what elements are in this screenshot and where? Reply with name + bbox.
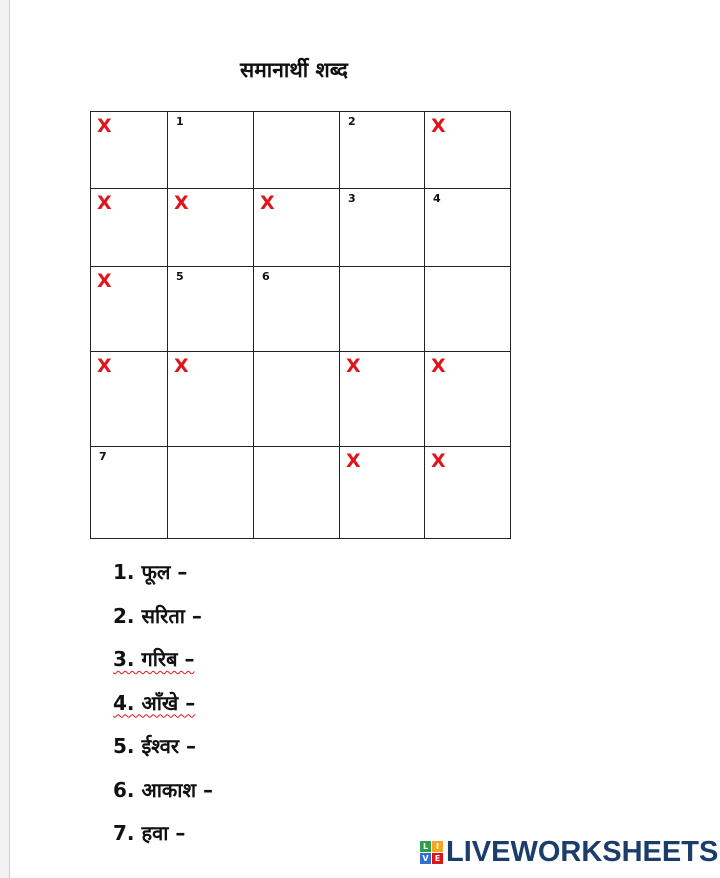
liveworksheets-logo-icon [420, 841, 443, 864]
grid-row [91, 112, 511, 189]
grid-row [91, 447, 511, 539]
blocked-cell [91, 189, 168, 267]
x-mark-icon: X [97, 270, 112, 292]
x-mark-icon: X [174, 192, 189, 214]
clue-item [113, 689, 279, 733]
blocked-cell [91, 352, 168, 447]
clue-label: 2. सरिता – [113, 603, 202, 628]
blocked-cell [91, 112, 168, 189]
clue-answer-blank[interactable] [208, 607, 268, 627]
blocked-cell [425, 112, 511, 189]
cell-number: 7 [99, 450, 107, 463]
worksheet-title: समानार्थी शब्द [240, 58, 348, 82]
clue-answer-blank[interactable] [219, 781, 279, 801]
answer-cell[interactable] [254, 447, 340, 539]
clue-answer-blank[interactable] [200, 651, 260, 671]
clue-label: 3. गरिब – [113, 647, 195, 671]
worksheet-page [9, 0, 720, 878]
x-mark-icon: X [346, 450, 361, 472]
clue-item [113, 558, 279, 602]
cell-number: 6 [262, 270, 270, 283]
blocked-cell [254, 189, 340, 267]
blocked-cell [340, 352, 425, 447]
numbered-cell[interactable] [340, 112, 425, 189]
numbered-cell[interactable] [340, 189, 425, 267]
x-mark-icon: X [431, 355, 446, 377]
x-mark-icon: X [260, 192, 275, 214]
x-mark-icon: X [97, 115, 112, 137]
clue-answer-blank[interactable] [201, 694, 261, 714]
blocked-cell [91, 267, 168, 352]
logo-mark-tile: I [432, 841, 443, 852]
clue-item [113, 645, 279, 689]
x-mark-icon: X [174, 355, 189, 377]
crossword-grid [90, 111, 511, 539]
answer-cell[interactable] [340, 267, 425, 352]
x-mark-icon: X [431, 115, 446, 137]
cell-number: 4 [433, 192, 441, 205]
grid-row [91, 189, 511, 267]
clue-list [113, 558, 279, 863]
numbered-cell[interactable] [425, 189, 511, 267]
blocked-cell [425, 447, 511, 539]
blocked-cell [168, 189, 254, 267]
x-mark-icon: X [346, 355, 361, 377]
numbered-cell[interactable] [168, 112, 254, 189]
blocked-cell [340, 447, 425, 539]
logo-mark-tile: V [420, 853, 431, 864]
answer-cell[interactable] [254, 352, 340, 447]
clue-item [113, 602, 279, 646]
clue-item [113, 732, 279, 776]
clue-label: 4. आँखे – [113, 690, 196, 715]
liveworksheets-logo [420, 836, 718, 869]
clue-label: 6. आकाश – [113, 777, 214, 802]
x-mark-icon: X [97, 355, 112, 377]
clue-answer-blank[interactable] [191, 825, 251, 845]
clue-label: 5. ईश्वर – [113, 734, 197, 758]
cell-number: 5 [176, 270, 184, 283]
clue-answer-blank[interactable] [193, 564, 253, 584]
cell-number: 1 [176, 115, 184, 128]
numbered-cell[interactable] [91, 447, 168, 539]
blocked-cell [425, 352, 511, 447]
x-mark-icon: X [431, 450, 446, 472]
numbered-cell[interactable] [168, 267, 254, 352]
clue-label: 1. फूल – [113, 560, 188, 584]
blocked-cell [168, 352, 254, 447]
answer-cell[interactable] [254, 112, 340, 189]
answer-cell[interactable] [168, 447, 254, 539]
logo-mark-tile: E [432, 853, 443, 864]
numbered-cell[interactable] [254, 267, 340, 352]
clue-item [113, 776, 279, 820]
clue-answer-blank[interactable] [202, 738, 262, 758]
clue-item [113, 819, 279, 863]
x-mark-icon: X [97, 192, 112, 214]
logo-mark-tile: L [420, 841, 431, 852]
cell-number: 3 [348, 192, 356, 205]
logo-text: LIVEWORKSHEETS [446, 836, 719, 868]
clue-label: 7. हवा – [113, 821, 186, 845]
grid-row [91, 352, 511, 447]
grid-row [91, 267, 511, 352]
cell-number: 2 [348, 115, 356, 128]
answer-cell[interactable] [425, 267, 511, 352]
